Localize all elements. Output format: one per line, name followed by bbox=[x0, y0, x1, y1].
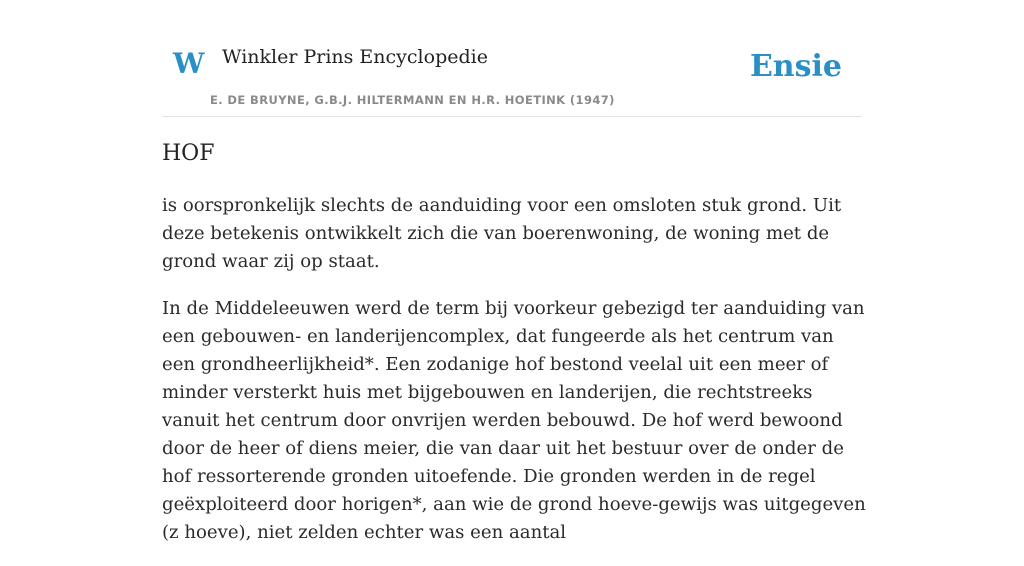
entry-paragraph: is oorspronkelijk slechts de aanduiding voor een omsloten stuk grond. Uit deze betekenis ontwikkelt zich die van boerenwoning, de woning met de grond waar zij op staat. bbox=[162, 195, 842, 272]
ensie-brand-link[interactable]: Ensie bbox=[749, 49, 842, 84]
entry-title: HOF bbox=[162, 141, 215, 166]
entry-body bbox=[162, 192, 868, 566]
book-title[interactable]: Winkler Prins Encyclopedie bbox=[222, 46, 488, 68]
book-authors: E. DE BRUYNE, G.B.J. HILTERMANN EN H.R. HOETINK (1947) bbox=[210, 93, 615, 107]
winkler-prins-logo[interactable]: W bbox=[173, 47, 205, 80]
site-header bbox=[162, 0, 862, 117]
entry-paragraph: In de Middeleeuwen werd de term bij voorkeur gebezigd ter aanduiding van een gebouwen- en landerijencomplex, dat fungeerde als het centrum van een grondheerlijkheid*. Een zodanige hof bestond veelal uit een meer of minder versterkt huis met bijgebouwen en landerijen, die rechtstreeks vanuit het centrum door onvrijen werden bebouwd. De hof werd bewoond door de heer of diens meier, die van daar uit het bestuur over de onder de hof ressorterende gronden uitoefende. Die gronden werden in de regel geëxploiteerd door horigen*, aan wie de grond hoeve-gewijs was uitgegeven (z hoeve), niet zelden echter was een aantal bbox=[162, 298, 866, 543]
